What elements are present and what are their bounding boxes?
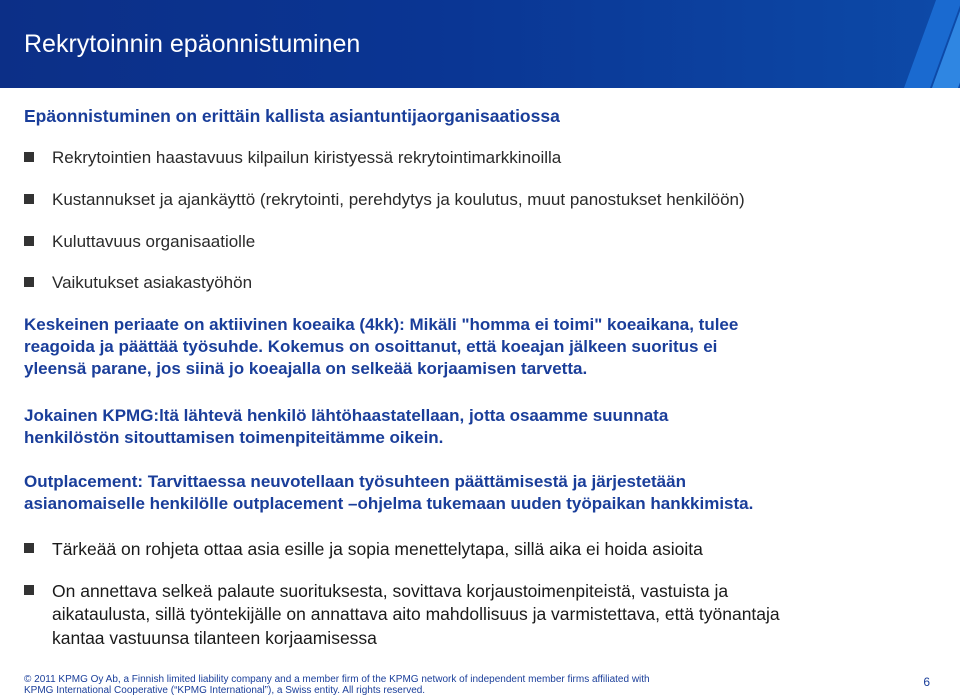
bullet-text: Tärkeää on rohjeta ottaa asia esille ja sopia menettelytapa, sillä aika ei hoida asioita <box>52 539 703 559</box>
paragraph-exit-interview <box>24 405 939 449</box>
copyright-footer <box>24 674 904 696</box>
square-bullet-icon <box>24 194 34 204</box>
paragraph-line: Jokainen KPMG:ltä lähtevä henkilö lähtöhaastatellaan, jotta osaamme suunnata <box>24 406 669 425</box>
bullet-text <box>52 580 728 602</box>
paragraph-line: yleensä parane, jos siinä jo koeajalla on selkeää korjaamisen tarvetta. <box>24 359 588 378</box>
bullet-line: On annettava selkeä palaute suorituksesta, sovittava korjaustoimenpiteistä, vastuista ja <box>52 581 729 601</box>
paragraph-line: reagoida ja päättää työsuhde. Kokemus on osoittanut, että koeajan jälkeen suoritus ei <box>24 337 718 356</box>
bullet-item <box>24 580 728 602</box>
square-bullet-icon <box>24 236 34 246</box>
bullet-line: kantaa vastuunsa tilanteen korjaamisessa <box>52 628 377 648</box>
page-number: 6 <box>923 675 930 689</box>
bullet-text: Kustannukset ja ajankäyttö (rekrytointi, perehdytys ja koulutus, muut panostukset henkilöön) <box>52 190 745 209</box>
paragraph-line: Keskeinen periaate on aktiivinen koeaika (4kk): Mikäli "homma ei toimi" koeaikana, tulee <box>24 315 739 334</box>
bullet-text: Kuluttavuus organisaatiolle <box>52 232 256 251</box>
bullet-item <box>24 538 703 560</box>
bullet-item <box>24 231 255 253</box>
paragraph-line: asianomaiselle henkilölle outplacement –ohjelma tukemaan uuden työpaikan hankkimista. <box>24 494 754 513</box>
bullet-text: Vaikutukset asiakastyöhön <box>52 273 253 292</box>
paragraph-outplacement <box>24 471 939 515</box>
paragraph-probation <box>24 314 939 380</box>
footer-line: © 2011 KPMG Oy Ab, a Finnish limited liability company and a member firm of the KPMG network of independent member firms affiliated with <box>24 674 650 685</box>
paragraph-line: Outplacement: Tarvittaessa neuvotellaan työsuhteen päättämisestä ja järjestetään <box>24 472 686 491</box>
square-bullet-icon <box>24 585 34 595</box>
square-bullet-icon <box>24 152 34 162</box>
bullet-item <box>24 272 252 294</box>
bullet-line: aikataulusta, sillä työntekijälle on annattava aito mahdollisuus ja varmistettava, että työnantaja <box>52 604 780 624</box>
paragraph-line: henkilöstön sitouttamisen toimenpiteitämme oikein. <box>24 428 444 447</box>
square-bullet-icon <box>24 543 34 553</box>
bullet-item <box>24 147 561 169</box>
slide-title: Rekrytoinnin epäonnistuminen <box>24 30 361 58</box>
footer-line: KPMG International Cooperative (“KPMG International”), a Swiss entity. All rights reserved. <box>24 685 426 696</box>
title-banner <box>0 0 960 88</box>
bullet-item <box>24 189 745 211</box>
square-bullet-icon <box>24 277 34 287</box>
section-heading: Epäonnistuminen on erittäin kallista asiantuntijaorganisaatiossa <box>24 106 560 126</box>
bullet-text: Rekrytointien haastavuus kilpailun kiristyessä rekrytointimarkkinoilla <box>52 148 562 167</box>
